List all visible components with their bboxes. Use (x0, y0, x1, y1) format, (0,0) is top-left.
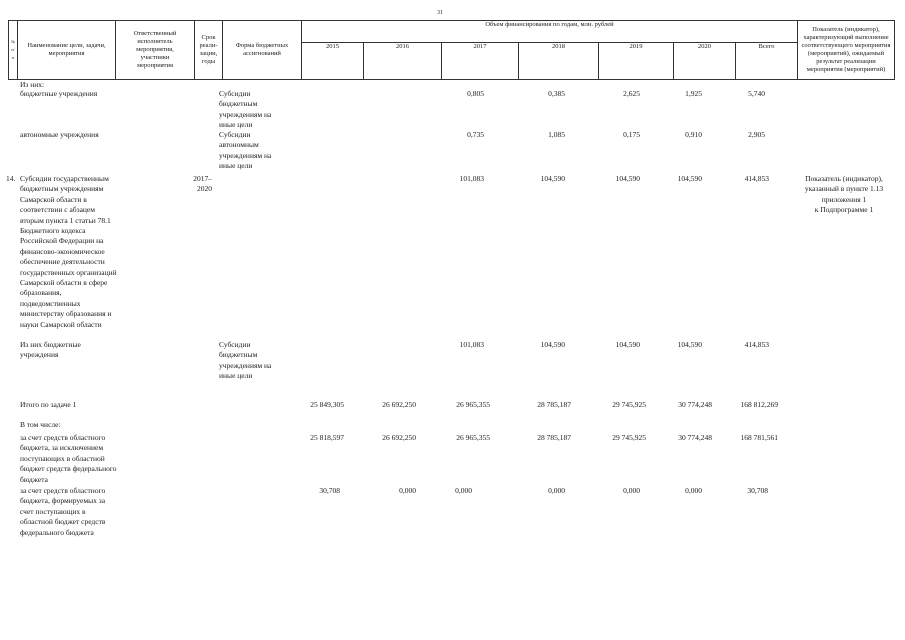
row-regional-2020: 30 774,248 (678, 433, 712, 442)
row-14b-2017: 101,083 (459, 340, 484, 349)
header-year-2016: 2016 (364, 43, 442, 80)
row-total-2016: 26 692,250 (382, 400, 416, 409)
row-federal-2019: 0,000 (623, 486, 640, 495)
row-auto-2018: 1,085 (548, 130, 565, 139)
header-year-2018: 2018 (519, 43, 599, 80)
row-regional-2016: 26 692,250 (382, 433, 416, 442)
header-financing: Объем финансирования по годам, млн. рублей (302, 21, 798, 43)
row-total-total: 168 812,269 (740, 400, 778, 409)
header-year-2017: 2017 (442, 43, 519, 80)
row-auto-total: 2,905 (748, 130, 765, 139)
label-v-tom-chisle: В том числе: (20, 420, 61, 429)
row-auto-form: Субсидии автономным учреждениям на иные цели (219, 130, 272, 171)
row-regional-2015: 25 818,597 (310, 433, 344, 442)
row-14b-2020: 104,590 (677, 340, 702, 349)
page-number: 31 (437, 10, 443, 16)
row-federal-label: за счет средств областного бюджета, формируемых за счет поступающих в областной бюджет средств федерального бюджета (20, 486, 106, 537)
header-form: Форма бюджетных ассигнований (223, 21, 302, 80)
row-budget-2018: 0,385 (548, 89, 565, 98)
row-budget-form: Субсидии бюджетным учреждениям на иные цели (219, 89, 272, 130)
row-14-2020: 104,590 (677, 174, 702, 183)
row-total-2017: 26 965,355 (456, 400, 490, 409)
row-federal-2016: 0,000 (399, 486, 416, 495)
row-regional-total: 168 781,561 (740, 433, 778, 442)
row-14-total: 414,853 (744, 174, 769, 183)
row-14b-2019: 104,590 (615, 340, 640, 349)
header-year-2015: 2015 (302, 43, 364, 80)
row-auto-label: автономные учреждения (20, 130, 99, 139)
row-total-2015: 25 849,305 (310, 400, 344, 409)
header-responsible: Ответственный исполнитель мероприятия, участники мероприятия (116, 21, 195, 80)
row-auto-2020: 0,910 (685, 130, 702, 139)
label-iz-nih: Из них: (20, 80, 45, 89)
row-budget-label: бюджетные учреждения (20, 89, 98, 98)
header-year-2019: 2019 (599, 43, 674, 80)
row-14b-total: 414,853 (744, 340, 769, 349)
row-auto-2019: 0,175 (623, 130, 640, 139)
row-regional-2017: 26 965,355 (456, 433, 490, 442)
header-year-2020: 2020 (674, 43, 736, 80)
row-budget-2019: 2,625 (623, 89, 640, 98)
row-14-2018: 104,590 (540, 174, 565, 183)
row-federal-total: 30,708 (747, 486, 768, 495)
header-total: Всего (736, 43, 798, 80)
row-total-2019: 29 745,925 (612, 400, 646, 409)
row-14b-2018: 104,590 (540, 340, 565, 349)
row-14-2019: 104,590 (615, 174, 640, 183)
row-federal-2018: 0,000 (548, 486, 565, 495)
row-14-2017: 101,083 (459, 174, 484, 183)
header-term: Срок реали- зации, годы (195, 21, 223, 80)
row-regional-2018: 28 785,187 (537, 433, 571, 442)
row-total-2018: 28 785,187 (537, 400, 571, 409)
table-header (8, 20, 895, 80)
row-regional-2019: 29 745,925 (612, 433, 646, 442)
row-budget-total: 5,740 (748, 89, 765, 98)
row-regional-label: за счет средств областного бюджета, за исключением поступающих в областной бюджет средств федерального бюджета (20, 433, 117, 484)
header-name: Наименование цели, задачи, мероприятия (18, 21, 116, 80)
row-federal-2017: 0,000 (455, 486, 472, 495)
row-total-label: Итого по задаче 1 (20, 400, 77, 409)
row-14-label: Субсидии государственным бюджетным учреждениям Самарской области в соответствии с абзацем вторым пункта 1 статьи 78.1 Бюджетного кодекса Российской Федерации на финансово-экономическое обеспечение деятельности государственных организаций Самарской области в сфере образования, подведомственных министерству образования и науки Самарской области (20, 174, 117, 329)
row-14b-label: Из них бюджетные учреждения (20, 340, 81, 360)
row-auto-2017: 0,735 (467, 130, 484, 139)
header-indicator: Показатель (индикатор), характеризующий выполнение соответствующего мероприятия (мероприятий), ожидаемый результат реализации мероприятия (мероприятий) (798, 21, 895, 80)
row-14-term: 2017– 2020 (193, 174, 212, 194)
row-14-number: 14. (6, 174, 16, 183)
row-federal-2015: 30,708 (319, 486, 340, 495)
row-budget-2020: 1,925 (685, 89, 702, 98)
row-total-2020: 30 774,248 (678, 400, 712, 409)
row-federal-2020: 0,000 (685, 486, 702, 495)
row-14b-form: Субсидии бюджетным учреждениям на иные цели (219, 340, 272, 381)
row-budget-2017: 0,805 (467, 89, 484, 98)
header-no: № п/п (9, 21, 18, 80)
row-14-indicator: Показатель (индикатор), указанный в пункте 1.13 приложения 1 к Подпрограмме 1 (804, 174, 884, 215)
